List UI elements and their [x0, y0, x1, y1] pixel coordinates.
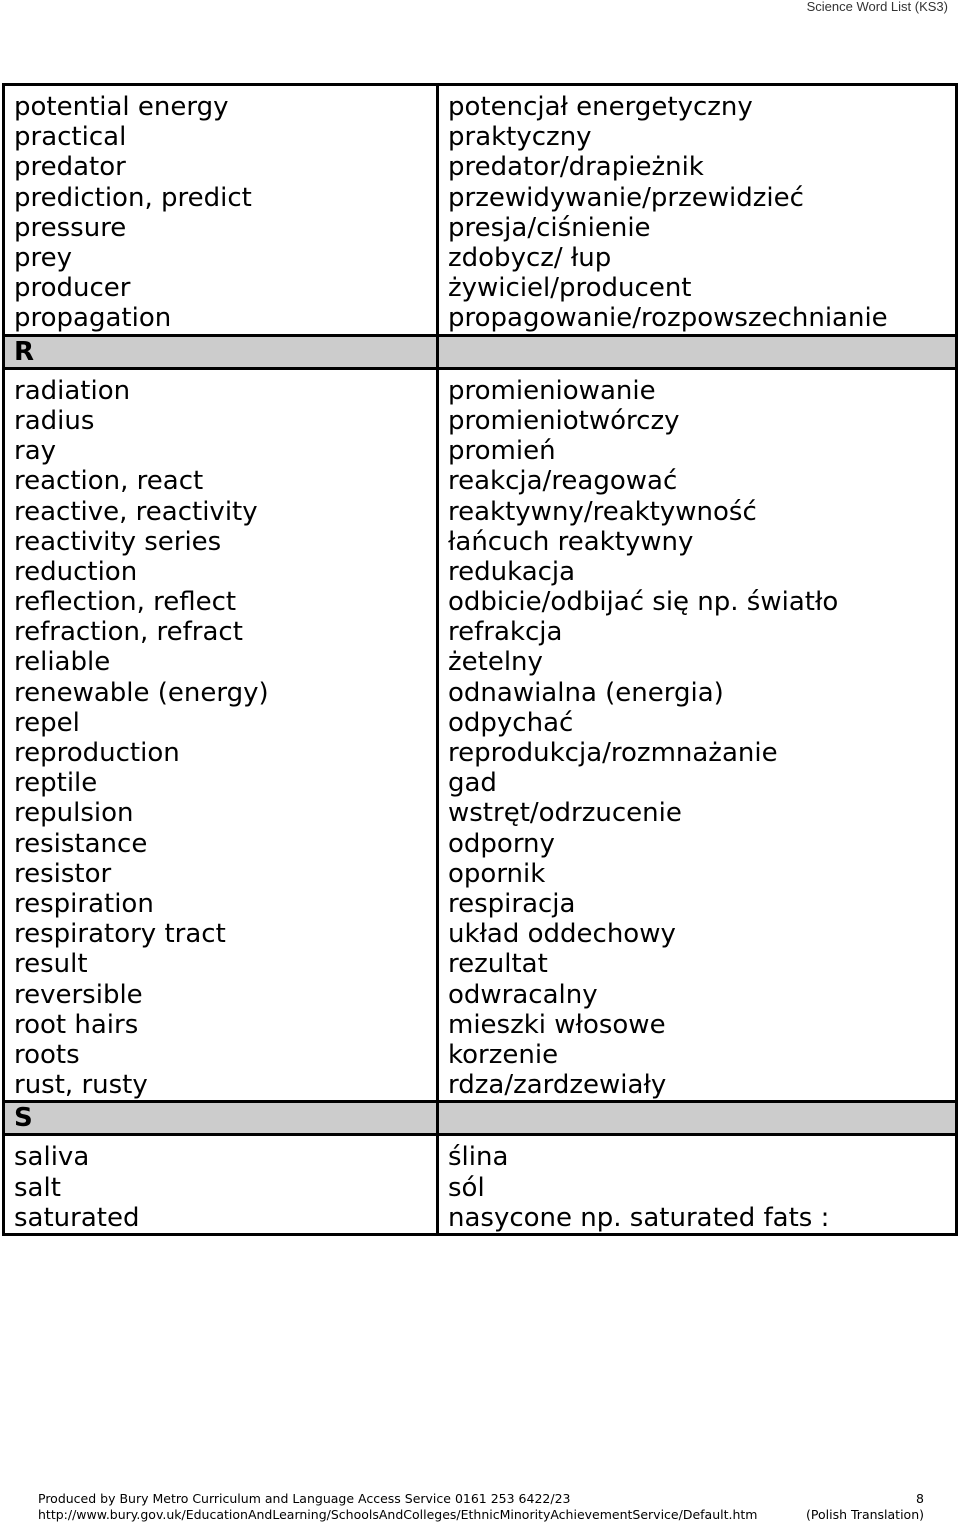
english-term: prey	[4, 243, 438, 273]
word-row	[4, 466, 957, 496]
english-term: saturated	[4, 1203, 438, 1235]
word-row	[4, 1173, 957, 1203]
polish-translation: redukacja	[438, 557, 957, 587]
word-row	[4, 798, 957, 828]
word-row	[4, 829, 957, 859]
polish-translation: opornik	[438, 859, 957, 889]
polish-translation: praktyczny	[438, 122, 957, 152]
english-term: reliable	[4, 647, 438, 677]
word-row	[4, 1070, 957, 1102]
polish-translation: odnawialna (energia)	[438, 678, 957, 708]
english-term: reptile	[4, 768, 438, 798]
word-row	[4, 768, 957, 798]
polish-translation: refrakcja	[438, 617, 957, 647]
polish-translation: odpychać	[438, 708, 957, 738]
polish-translation: promieniowanie	[438, 368, 957, 406]
word-row	[4, 152, 957, 182]
page-footer	[38, 1491, 924, 1523]
page-header-title: Science Word List (KS3)	[806, 0, 948, 14]
polish-translation: żywiciel/producent	[438, 273, 957, 303]
word-row	[4, 243, 957, 273]
word-row	[4, 213, 957, 243]
polish-translation: nasycone np. saturated fats :	[438, 1203, 957, 1235]
word-row	[4, 647, 957, 677]
word-row	[4, 303, 957, 335]
english-term: salt	[4, 1173, 438, 1203]
polish-translation: sól	[438, 1173, 957, 1203]
polish-translation: ślina	[438, 1135, 957, 1173]
word-row	[4, 889, 957, 919]
word-row	[4, 557, 957, 587]
word-row	[4, 368, 957, 406]
section-heading-row	[4, 335, 957, 368]
word-row	[4, 496, 957, 526]
english-term: resistor	[4, 859, 438, 889]
word-row	[4, 919, 957, 949]
english-term: predator	[4, 152, 438, 182]
word-row	[4, 85, 957, 123]
english-term: reactivity series	[4, 527, 438, 557]
english-term: resistance	[4, 829, 438, 859]
polish-translation: wstręt/odrzucenie	[438, 798, 957, 828]
word-row	[4, 1010, 957, 1040]
polish-translation: korzenie	[438, 1040, 957, 1070]
english-term: practical	[4, 122, 438, 152]
english-term: root hairs	[4, 1010, 438, 1040]
english-term: reduction	[4, 557, 438, 587]
word-row	[4, 406, 957, 436]
english-term: radiation	[4, 368, 438, 406]
english-term: pressure	[4, 213, 438, 243]
polish-translation: reakcja/reagować	[438, 466, 957, 496]
section-letter: R	[4, 335, 438, 368]
section-blank-cell	[438, 335, 957, 368]
polish-translation: zdobycz/ łup	[438, 243, 957, 273]
polish-translation: predator/drapieżnik	[438, 152, 957, 182]
section-blank-cell	[438, 1102, 957, 1135]
word-list-table	[2, 83, 958, 1236]
polish-translation: respiracja	[438, 889, 957, 919]
english-term: saliva	[4, 1135, 438, 1173]
polish-translation: rezultat	[438, 949, 957, 979]
polish-translation: mieszki włosowe	[438, 1010, 957, 1040]
word-row	[4, 979, 957, 1009]
english-term: reflection, reflect	[4, 587, 438, 617]
english-term: reproduction	[4, 738, 438, 768]
polish-translation: presja/ciśnienie	[438, 213, 957, 243]
word-row	[4, 1040, 957, 1070]
polish-translation: promień	[438, 436, 957, 466]
word-row	[4, 122, 957, 152]
polish-translation: układ oddechowy	[438, 919, 957, 949]
polish-translation: odwracalny	[438, 979, 957, 1009]
polish-translation: propagowanie/rozpowszechnianie	[438, 303, 957, 335]
word-row	[4, 1203, 957, 1235]
polish-translation: odbicie/odbijać się np. światło	[438, 587, 957, 617]
footer-row-bottom	[38, 1507, 924, 1523]
polish-translation: żetelny	[438, 647, 957, 677]
english-term: repel	[4, 708, 438, 738]
footer-producer: Produced by Bury Metro Curriculum and Language Access Service 0161 253 6422/23	[38, 1491, 571, 1506]
polish-translation: potencjał energetyczny	[438, 85, 957, 123]
word-row	[4, 949, 957, 979]
polish-translation: przewidywanie/przewidzieć	[438, 183, 957, 213]
english-term: respiratory tract	[4, 919, 438, 949]
word-row	[4, 587, 957, 617]
english-term: producer	[4, 273, 438, 303]
word-row	[4, 859, 957, 889]
section-letter: S	[4, 1102, 438, 1135]
polish-translation: rdza/zardzewiały	[438, 1070, 957, 1102]
word-row	[4, 436, 957, 466]
english-term: propagation	[4, 303, 438, 335]
english-term: repulsion	[4, 798, 438, 828]
polish-translation: reprodukcja/rozmnażanie	[438, 738, 957, 768]
english-term: respiration	[4, 889, 438, 919]
word-row	[4, 183, 957, 213]
english-term: reversible	[4, 979, 438, 1009]
polish-translation: reaktywny/reaktywność	[438, 496, 957, 526]
word-list-body	[4, 85, 957, 1235]
polish-translation: promieniotwórczy	[438, 406, 957, 436]
footer-translation: (Polish Translation)	[806, 1507, 924, 1522]
word-row	[4, 708, 957, 738]
english-term: potential energy	[4, 85, 438, 123]
word-row	[4, 527, 957, 557]
english-term: reactive, reactivity	[4, 496, 438, 526]
english-term: reaction, react	[4, 466, 438, 496]
word-row	[4, 738, 957, 768]
english-term: refraction, refract	[4, 617, 438, 647]
english-term: ray	[4, 436, 438, 466]
polish-translation: łańcuch reaktywny	[438, 527, 957, 557]
footer-url[interactable]: http://www.bury.gov.uk/EducationAndLearning/SchoolsAndColleges/EthnicMinorityAchievementService/Default.htm	[38, 1507, 758, 1522]
word-row	[4, 617, 957, 647]
polish-translation: gad	[438, 768, 957, 798]
word-row	[4, 678, 957, 708]
section-heading-row	[4, 1102, 957, 1135]
word-row	[4, 1135, 957, 1173]
english-term: result	[4, 949, 438, 979]
english-term: radius	[4, 406, 438, 436]
polish-translation: odporny	[438, 829, 957, 859]
english-term: prediction, predict	[4, 183, 438, 213]
english-term: renewable (energy)	[4, 678, 438, 708]
english-term: roots	[4, 1040, 438, 1070]
word-row	[4, 273, 957, 303]
footer-page-number: 8	[916, 1491, 924, 1506]
english-term: rust, rusty	[4, 1070, 438, 1102]
footer-row-top	[38, 1491, 924, 1507]
